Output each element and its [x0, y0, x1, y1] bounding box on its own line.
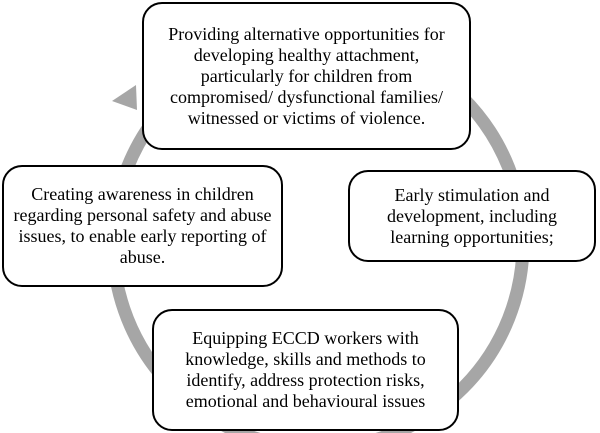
- node-bottom: [152, 309, 459, 431]
- node-top-text: Providing alternative opportunities for developing healthy attachment, particularly for children from compromised/ dysfunctional families/ witnessed or victims of violence.: [168, 23, 445, 128]
- node-bottom-text: Equipping ECCD workers with knowledge, skills and methods to identify, address protection risks, emotional and behavioural issues: [185, 328, 426, 411]
- cycle-arrowhead-icon: [112, 85, 137, 110]
- node-right: [348, 170, 596, 262]
- node-top: [142, 2, 471, 150]
- node-right-text: Early stimulation and development, including learning opportunities;: [387, 184, 557, 247]
- node-left-text: Creating awareness in children regarding personal safety and abuse issues, to enable early reporting of abuse.: [13, 184, 272, 267]
- node-left: [2, 165, 283, 287]
